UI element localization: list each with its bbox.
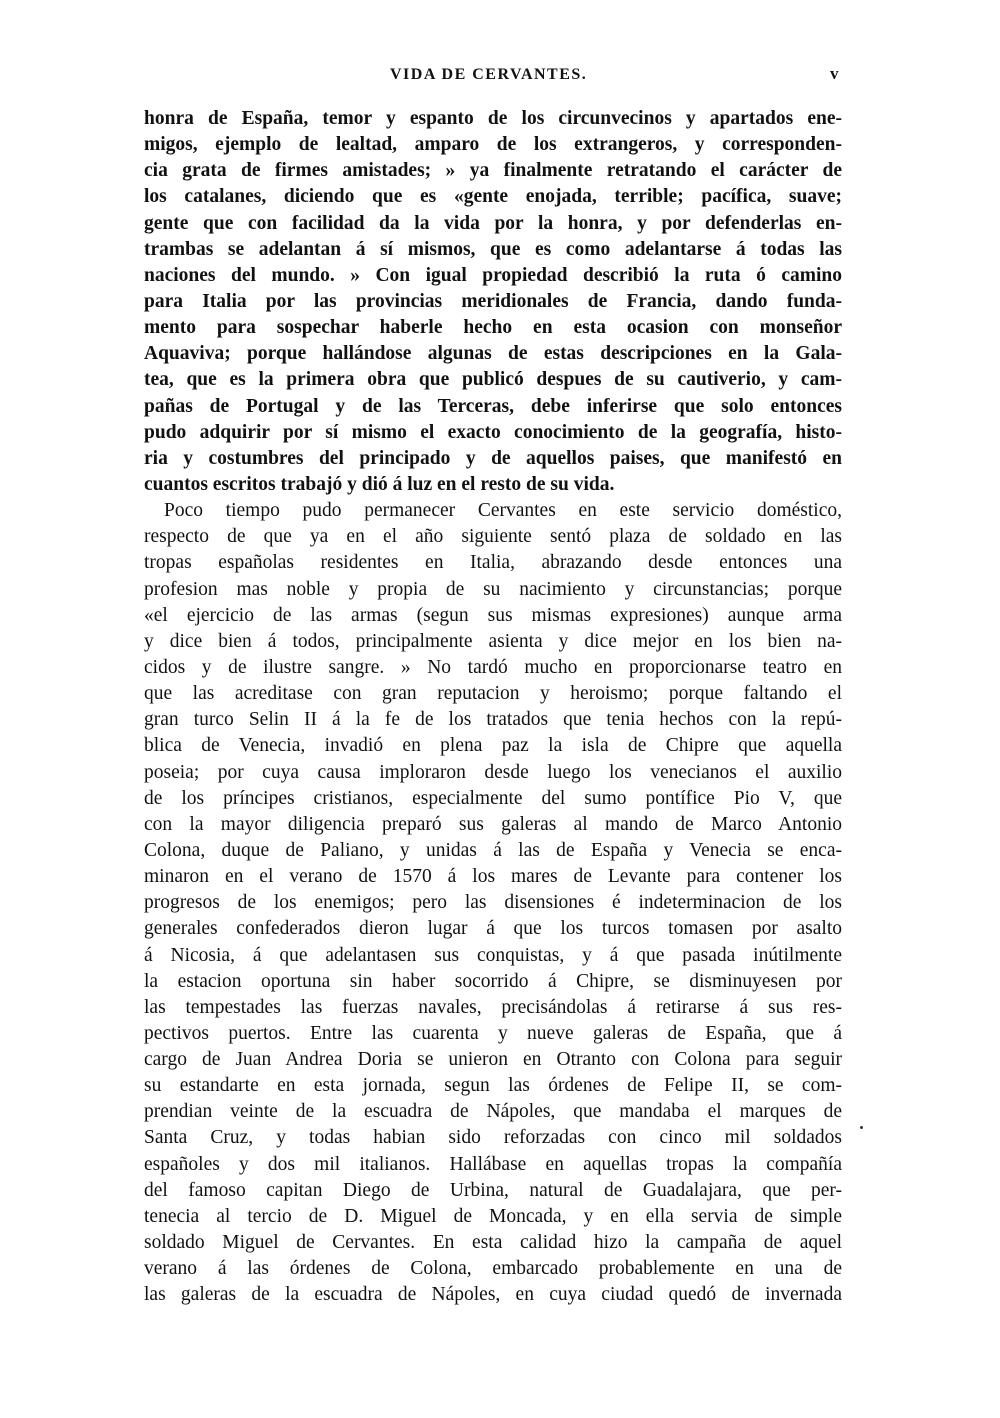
text-line: verano á las órdenes de Colona, embarcado probablemente en una de — [144, 1258, 842, 1280]
text-line: poseia; por cuya causa imploraron desde luego los venecianos el auxilio — [144, 761, 842, 783]
text-line: cargo de Juan Andrea Doria se unieron en Otranto con Colona para seguir — [144, 1049, 842, 1071]
text-line: tea, que es la primera obra que publicó despues de su cautiverio, y cam- — [144, 369, 842, 391]
text-line: prendian veinte de la escuadra de Nápoles, que mandaba el marques de — [144, 1101, 842, 1123]
text-line: Colona, duque de Paliano, y unidas á las de España y Venecia se enca- — [144, 839, 842, 861]
text-line: para Italia por las provincias meridionales de Francia, dando funda- — [144, 290, 842, 312]
text-line: migos, ejemplo de lealtad, amparo de los extrangeros, y corresponden- — [144, 134, 842, 156]
text-line: y dice bien á todos, principalmente asienta y dice mejor en los bien na- — [144, 630, 842, 652]
text-line: la estacion oportuna sin haber socorrido á Chipre, se disminuyesen por — [144, 970, 842, 992]
text-line: Aquaviva; porque hallándose algunas de estas descripciones en la Gala- — [144, 343, 842, 365]
text-line: los catalanes, diciendo que es «gente enojada, terrible; pacífica, suave; — [144, 186, 842, 208]
text-line: de los príncipes cristianos, especialmente del sumo pontífice Pio V, que — [144, 787, 842, 809]
text-line: profesion mas noble y propia de su nacimiento y circunstancias; porque — [144, 578, 842, 600]
text-line: cidos y de ilustre sangre. » No tardó mucho en proporcionarse teatro en — [144, 656, 842, 678]
text-line: tenecia al tercio de D. Miguel de Moncada, y en ella servia de simple — [144, 1205, 842, 1227]
text-line: con la mayor diligencia preparó sus galeras al mando de Marco Antonio — [144, 813, 842, 835]
text-line: tropas españolas residentes en Italia, abrazando desde entonces una — [144, 552, 842, 574]
text-line: que las acreditase con gran reputacion y heroismo; porque faltando el — [144, 683, 842, 705]
stray-ink-dot — [860, 1126, 863, 1129]
text-line: «el ejercicio de las armas (segun sus mismas expresiones) aunque arma — [144, 604, 842, 626]
paragraph-last-line: cuantos escritos trabajó y dió á luz en el resto de su vida. — [144, 473, 615, 495]
text-line: españoles y dos mil italianos. Hallábase en aquellas tropas la compañía — [144, 1153, 842, 1175]
text-line: las galeras de la escuadra de Nápoles, en cuya ciudad quedó de invernada — [144, 1284, 842, 1306]
text-line: generales confederados dieron lugar á que los turcos tomasen por asalto — [144, 918, 842, 940]
text-line: respecto de que ya en el año siguiente sentó plaza de soldado en las — [144, 526, 842, 548]
text-line: pañas de Portugal y de las Terceras, debe inferirse que solo entonces — [144, 395, 842, 417]
text-line: naciones del mundo. » Con igual propiedad describió la ruta ó camino — [144, 264, 842, 286]
paragraph-first-line: Poco tiempo pudo permanecer Cervantes en este servicio doméstico, — [164, 500, 842, 522]
text-line: Santa Cruz, y todas habian sido reforzadas con cinco mil soldados — [144, 1127, 842, 1149]
text-line: soldado Miguel de Cervantes. En esta calidad hizo la campaña de aquel — [144, 1232, 842, 1254]
text-line: ria y costumbres del principado y de aquellos paises, que manifestó en — [144, 447, 842, 469]
text-line: del famoso capitan Diego de Urbina, natural de Guadalajara, que per- — [144, 1179, 842, 1201]
text-line: pudo adquirir por sí mismo el exacto conocimiento de la geografía, histo- — [144, 421, 842, 443]
text-line: blica de Venecia, invadió en plena paz la isla de Chipre que aquella — [144, 735, 842, 757]
text-line: las tempestades las fuerzas navales, precisándolas á retirarse á sus res- — [144, 996, 842, 1018]
text-line: pectivos puertos. Entre las cuarenta y nueve galeras de España, que á — [144, 1022, 842, 1044]
text-line: gran turco Selin II á la fe de los tratados que tenia hechos con la repú- — [144, 709, 842, 731]
text-line: cia grata de firmes amistades; » ya finalmente retratando el carácter de — [144, 160, 842, 182]
text-line: honra de España, temor y espanto de los circunvecinos y apartados ene- — [144, 108, 842, 129]
text-line: mento para sospechar haberle hecho en esta ocasion con monseñor — [144, 317, 842, 339]
running-title: VIDA DE CERVANTES. — [390, 66, 588, 83]
page-number: v — [830, 64, 839, 83]
text-line: progresos de los enemigos; pero las disensiones é indeterminacion de los — [144, 892, 842, 914]
body-text — [144, 106, 842, 1308]
text-line: gente que con facilidad da la vida por la honra, y por defenderlas en- — [144, 212, 842, 234]
text-line: su estandarte en esta jornada, segun las órdenes de Felipe II, se com- — [144, 1075, 842, 1097]
text-line: á Nicosia, á que adelantasen sus conquistas, y á que pasada inútilmente — [144, 944, 842, 966]
text-line: minaron en el verano de 1570 á los mares de Levante para contener los — [144, 866, 842, 888]
text-line: trambas se adelantan á sí mismos, que es como adelantarse á todas las — [144, 238, 842, 260]
